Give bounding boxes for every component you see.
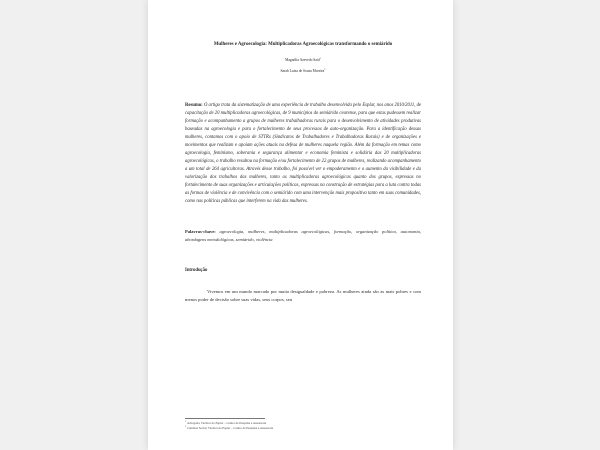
paper-title: Mulheres e Agroecologia: Multiplicadoras Agroecológicas transformando o semiárido: [213, 42, 393, 47]
abstract-label: Resumo:: [185, 103, 203, 109]
footnote-2-text: Cientista Social, Técnica do Esplar – Centro de Pesquisa e Assessoria: [186, 426, 274, 431]
author-2-footnote-mark[interactable]: 2: [324, 68, 326, 72]
author-1-name: Magnólia Azevedo Said: [285, 58, 320, 63]
footnote-1-mark: 1: [185, 420, 187, 423]
footnote-2: [185, 425, 421, 430]
document-page: [148, 0, 453, 450]
abstract: [185, 102, 421, 206]
footnotes: [185, 420, 421, 430]
page-content: [185, 42, 421, 308]
author-2-name: Sarah Luiza de Souza Moreira: [280, 69, 325, 74]
keywords-text: agroecologia, mulheres, multiplicadoras agroecológicas, formação, organização política, autonomia, abordagens metodológicas, semiárido, violência: [185, 229, 421, 242]
footnote-divider: [185, 418, 265, 419]
keywords: [185, 228, 421, 243]
introduction-paragraph: Vivemos em um mundo marcado por muita desigualdade e pobreza. As mulheres ainda são as mais pobres e com menos poder de decisão sobre suas vidas, seus corpos, seu: [185, 288, 421, 302]
abstract-text: O artigo trata da sistematização de uma experiência de trabalho desenvolvida pelo Esplar, nos anos 2010/2011, de capacitação de 20 multiplicadoras agroecológicas, de 9 municípios do semiárido cearense, para que estas pudessem realizar formação e acompanhamento a grupos de mulheres trabalhadoras rurais para o desenvolvimento de atividades produtivas baseadas na agroecologia e para o fortalecimento de seus processos de auto-organização. Para a identificação dessas mulheres, contamos com o apoio de STTRs (Sindicatos de Trabalhadores e Trabalhadoras Rurais) e de organizações e movimentos que realizam e apoiam ações atuais na defesa de mulheres naquela região. Além da formação em temas como agroecologia, feminismo, soberania e segurança alimentar e economia feminista e solidária das 20 multiplicadoras agroecológicas, o trabalho resultou na formação e/ou fortalecimento de 22 grupos de mulheres, realizando acompanhamento a um total de 264 agricultoras. Através desse trabalho, foi possível ver o empoderamento e o aumento da visibilidade e da valorização dos trabalhos das mulheres, tanto as multiplicadoras agroecológicas quanto dos grupos, expressas no fortalecimento de suas organizações e articulações políticas, expressas na construção de estratégias para a luta contra todas as formas de violência e de convivência com o semiárido com uma intervenção mais propositiva tanto em suas comunidades, como nas políticas públicas que interferem na vida das mulheres.: [185, 103, 422, 205]
footnote-1-text: Advogada, Técnica do Esplar – Centro de Pesquisa e Assessoria: [186, 421, 267, 426]
keywords-label: Palavras-chave:: [185, 229, 216, 235]
author-1-footnote-mark[interactable]: 1: [319, 57, 321, 60]
author-1: [185, 56, 421, 63]
section-heading-introduction: Introdução: [185, 267, 208, 273]
footnote-2-mark: 2: [185, 425, 187, 429]
author-2: [185, 67, 421, 74]
